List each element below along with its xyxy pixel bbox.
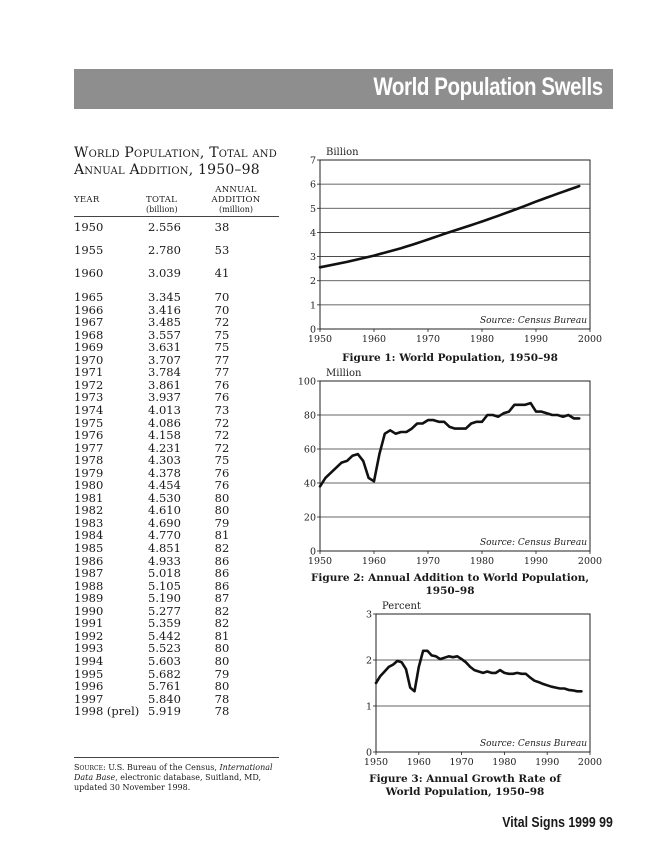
total-cell: 5.018 [148,566,181,581]
addition-cell: 80 [214,641,230,656]
y-tick-label: 80 [303,410,316,422]
y-tick-label: 0 [309,546,316,558]
year-cell: 1969 [74,340,104,355]
source-text-1: U.S. Bureau of the Census, [108,763,217,772]
figure-3-caption [330,773,600,799]
total-cell: 3.416 [148,302,181,317]
y-tick-label: 5 [309,203,316,215]
plot-frame [320,381,590,551]
total-cell: 3.631 [148,340,181,355]
addition-cell: 70 [214,290,230,304]
addition-cell: 86 [214,566,230,581]
total-cell: 5.359 [148,616,181,631]
year-cell: 1977 [74,440,104,455]
source-text-2: electronic database, Suitland, MD, updated 30 November 1998. [74,773,262,792]
year-cell: 1987 [74,566,104,581]
table-row [74,566,284,579]
figure-2-caption-line-2: 1950–98 [425,585,475,597]
addition-cell: 75 [214,327,230,342]
addition-cell: 80 [214,653,230,668]
total-cell: 4.530 [148,490,181,505]
total-cell: 5.682 [148,666,181,681]
table-row [74,220,284,233]
total-cell: 4.610 [148,503,181,518]
source-title: International Data Base, [74,763,273,782]
addition-cell: 80 [214,490,230,505]
table-row [74,604,284,617]
plot-frame [320,160,590,329]
addition-cell: 38 [214,220,230,234]
table-title-line-2: Annual Addition, 1950–98 [74,162,260,178]
x-tick-label: 1970 [449,757,474,768]
year-cell: 1989 [74,591,104,606]
figure-3-caption-line-1: Figure 3: Annual Growth Rate of [369,773,561,785]
addition-cell: 53 [214,243,230,257]
year-cell: 1970 [74,352,104,367]
addition-cell: 82 [214,541,230,555]
year-cell: 1986 [74,553,104,568]
addition-cell: 73 [214,402,230,417]
x-tick-label: 1970 [415,556,441,567]
table-row [74,541,284,554]
table-row [74,704,284,717]
year-cell: 1955 [74,243,104,257]
total-cell: 5.190 [148,591,181,606]
series-line [376,651,581,692]
year-cell: 1978 [74,453,104,468]
addition-cell: 76 [214,465,230,480]
addition-cell: 79 [214,515,230,530]
addition-cell: 72 [214,315,230,330]
year-cell: 1965 [74,290,104,304]
addition-cell: 72 [214,415,230,430]
year-cell: 1995 [74,666,104,681]
addition-cell: 78 [214,691,230,706]
year-cell: 1996 [74,679,104,694]
total-cell: 4.231 [148,440,181,455]
chart-world-population [298,145,628,345]
table-row [74,491,284,504]
year-cell: 1976 [74,428,104,443]
table-row [74,503,284,516]
table-title [74,145,304,179]
header-rule [74,216,279,217]
header-addition-line-1: ANNUAL [215,185,257,195]
y-axis-unit-label: Billion [326,147,359,158]
figure-1-caption [300,352,600,365]
table-row [74,303,284,316]
total-cell: 4.851 [148,541,181,555]
x-tick-label: 2000 [577,334,603,345]
total-cell: 4.770 [148,528,181,543]
total-cell: 5.840 [148,691,181,706]
total-cell: 5.277 [148,603,181,618]
y-tick-label: 3 [365,609,372,621]
addition-cell: 41 [214,266,230,280]
year-cell: 1972 [74,377,104,392]
page-title: World Population Swells [373,73,603,101]
year-cell: 1988 [74,578,104,593]
total-cell: 3.345 [148,290,181,304]
addition-cell: 75 [214,453,230,468]
addition-cell: 70 [214,302,230,317]
total-cell: 3.485 [148,315,181,330]
page-footer: Vital Signs 1999 99 [502,814,613,831]
total-cell: 4.454 [148,478,181,493]
year-cell: 1967 [74,315,104,330]
addition-cell: 76 [214,377,230,392]
year-cell: 1993 [74,641,104,656]
total-cell: 5.761 [148,679,181,694]
year-cell: 1984 [74,528,104,543]
addition-cell: 72 [214,440,230,455]
chart-source-note: Source: Census Bureau [479,739,587,749]
total-cell: 4.158 [148,428,181,443]
total-cell: 5.442 [148,628,181,643]
addition-cell: 76 [214,390,230,405]
y-tick-label: 60 [303,444,316,456]
addition-cell: 80 [214,679,230,694]
y-tick-label: 4 [309,227,316,239]
y-tick-label: 0 [309,324,316,336]
year-cell: 1983 [74,515,104,530]
table-source [74,763,289,793]
y-tick-label: 2 [309,276,316,288]
table-row [74,403,284,416]
year-cell: 1974 [74,402,104,417]
year-cell: 1979 [74,465,104,480]
total-cell: 3.707 [148,352,181,367]
header-year: YEAR [74,195,100,205]
year-cell: 1998 (prel) [74,704,140,719]
table-row [74,428,284,441]
total-cell: 3.039 [148,266,181,280]
x-tick-label: 1980 [469,556,495,567]
x-tick-label: 1960 [361,556,387,567]
x-tick-label: 1960 [361,334,387,345]
x-tick-label: 1990 [523,556,549,567]
header-addition-unit: (million) [218,205,254,214]
table-row [74,591,284,604]
table-row [74,390,284,403]
table-row [74,378,284,391]
addition-cell: 79 [214,666,230,681]
table-row [74,654,284,667]
total-cell: 3.937 [148,390,181,405]
y-tick-label: 6 [309,179,316,191]
year-cell: 1994 [74,653,104,668]
y-tick-label: 20 [303,512,316,524]
total-cell: 4.933 [148,553,181,568]
year-cell: 1960 [74,266,104,280]
table-row [74,629,284,642]
figure-3-caption-line-2: World Population, 1950–98 [385,786,545,798]
year-cell: 1973 [74,390,104,405]
table-row [74,466,284,479]
addition-cell: 86 [214,578,230,593]
header-addition-line-2: ADDITION [211,195,261,205]
x-tick-label: 2000 [577,757,603,768]
total-cell: 3.861 [148,377,181,392]
addition-cell: 72 [214,428,230,443]
year-cell: 1992 [74,628,104,643]
table-row [74,315,284,328]
x-tick-label: 1980 [492,757,517,768]
y-tick-label: 40 [303,478,316,490]
table-row [74,441,284,454]
chart-growth-rate [298,600,628,780]
total-cell: 5.105 [148,578,181,593]
table-row [74,453,284,466]
addition-cell: 86 [214,553,230,568]
x-tick-label: 2000 [577,556,603,567]
year-cell: 1985 [74,541,104,555]
x-tick-label: 1950 [307,334,333,345]
header-total: TOTAL [146,195,178,205]
table-row [74,340,284,353]
y-tick-label: 7 [309,155,316,167]
table-row [74,692,284,705]
x-tick-label: 1980 [469,334,495,345]
y-tick-label: 100 [297,376,316,388]
table-row [74,328,284,341]
figure-1-caption-text: Figure 1: World Population, 1950–98 [342,352,558,364]
y-axis-unit-label: Percent [382,601,421,612]
total-cell: 2.556 [148,220,181,234]
table-row [74,641,284,654]
total-cell: 3.784 [148,365,181,380]
total-cell: 5.523 [148,641,181,656]
year-cell: 1980 [74,478,104,493]
addition-cell: 82 [214,603,230,618]
table-row [74,353,284,366]
addition-cell: 87 [214,591,230,606]
table-row [74,290,284,303]
y-axis-unit-label: Million [326,368,362,379]
table-row [74,679,284,692]
addition-cell: 81 [214,628,230,643]
series-line [320,403,579,486]
year-cell: 1990 [74,603,104,618]
year-cell: 1966 [74,302,104,317]
year-cell: 1997 [74,691,104,706]
y-tick-label: 2 [365,655,372,667]
y-tick-label: 0 [365,747,372,759]
addition-cell: 75 [214,340,230,355]
title-banner [74,69,613,109]
addition-cell: 76 [214,478,230,493]
x-tick-label: 1950 [363,757,389,768]
year-cell: 1950 [74,220,104,234]
table-row [74,365,284,378]
year-cell: 1975 [74,415,104,430]
year-cell: 1971 [74,365,104,380]
total-cell: 4.303 [148,453,181,468]
table-row [74,243,284,256]
x-tick-label: 1970 [415,334,441,345]
table-row [74,528,284,541]
table-bottom-rule [74,757,279,758]
addition-cell: 77 [214,352,230,367]
header-total-unit: (billion) [146,205,178,214]
addition-cell: 77 [214,365,230,380]
total-cell: 2.780 [148,243,181,257]
year-cell: 1968 [74,327,104,342]
x-tick-label: 1950 [307,556,333,567]
chart-annual-addition [298,366,628,566]
x-tick-label: 1990 [523,334,549,345]
table-row [74,579,284,592]
total-cell: 4.013 [148,402,181,417]
x-tick-label: 1960 [406,757,431,768]
total-cell: 4.378 [148,465,181,480]
addition-cell: 82 [214,616,230,631]
series-line [320,186,579,267]
y-tick-label: 1 [309,300,316,312]
table-row [74,266,284,279]
year-cell: 1981 [74,490,104,505]
table-row [74,416,284,429]
figure-2-caption-line-1: Figure 2: Annual Addition to World Population, [310,572,590,584]
total-cell: 3.557 [148,327,181,342]
table-row [74,554,284,567]
chart-source-note: Source: Census Bureau [479,316,587,326]
table-title-line-1: World Population, Total and [74,145,277,161]
addition-cell: 78 [214,704,230,719]
table-row [74,516,284,529]
total-cell: 5.919 [148,704,181,719]
total-cell: 4.690 [148,515,181,530]
year-cell: 1982 [74,503,104,518]
addition-cell: 80 [214,503,230,518]
addition-cell: 81 [214,528,230,543]
total-cell: 5.603 [148,653,181,668]
y-tick-label: 3 [309,252,316,264]
y-tick-label: 1 [365,701,372,713]
total-cell: 4.086 [148,415,181,430]
table-row [74,667,284,680]
year-cell: 1991 [74,616,104,631]
x-tick-label: 1990 [535,757,560,768]
figure-2-caption [300,572,600,598]
table-row [74,616,284,629]
source-label: Source: [74,763,106,772]
table-row [74,478,284,491]
chart-source-note: Source: Census Bureau [479,538,587,548]
